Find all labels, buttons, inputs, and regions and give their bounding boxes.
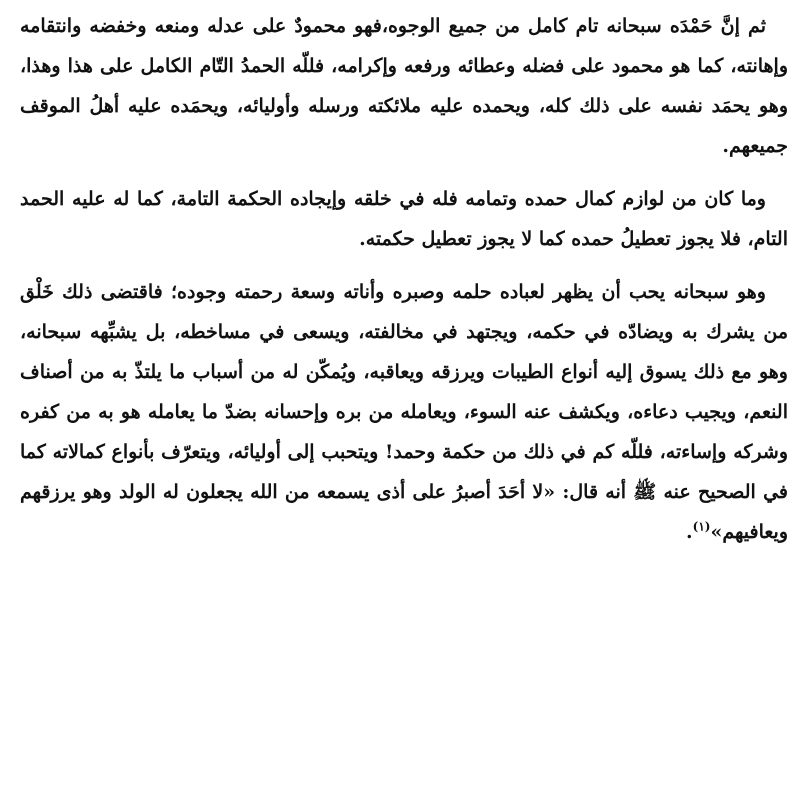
paragraph-3-text: وهو سبحانه يحب أن يظهر لعباده حلمه وصبره وأناته وسعة رحمته وجوده؛ فاقتضى ذلك خَلْق من يشرك به ويضادّه في حكمه، ويجتهد في مخالفته، ويسعى في مساخطه، بل يشبِّهه سبحانه، وهو مع ذلك يسوق إليه أنواع الطيبات ويرزقه ويعاقبه، ويُمكّن له من أسباب ما يلتذّ به من أصناف النعم، ويجيب دعاءه، ويكشف عنه السوء، ويعامله من بره وإحسانه بضدّ ما يعامله هو به من كفره وشركه وإساءته، فللّه كم في ذلك من حكمة وحمد! ويتحبب إلى أوليائه، ويتعرّف بأنواع كمالاته كما في الصحيح عنه ﷺ أنه قال: «لا أحَدَ أصبرُ على أذى يسمعه من الله يجعلون له الولد وهو يرزقهم ويعافيهم» <box>20 281 788 543</box>
paragraph-2 <box>20 179 788 259</box>
paragraph-1-text: ثم إنَّ حَمْدَه سبحانه تام كامل من جميع الوجوه،فهو محمودٌ على عدله ومنعه وخفضه وانتقامه وإهانته، كما هو محمود على فضله وعطائه ورفعه وإكرامه، فللّه الحمدُ التّام الكامل على هذا وهذا، وهو يحمَد نفسه على ذلك كله، ويحمده عليه ملائكته ورسله وأوليائه، ويحمَده عليه أهلُ الموقف جميعهم. <box>20 15 788 157</box>
paragraph-3-end: . <box>686 521 693 543</box>
paragraph-3 <box>20 272 788 552</box>
paragraph-1 <box>20 6 788 166</box>
footnote-reference: (١) <box>692 519 711 534</box>
paragraph-gap <box>20 259 788 272</box>
paragraph-gap <box>20 166 788 179</box>
paragraph-2-text: وما كان من لوازم كمال حمده وتمامه فله في خلقه وإيجاده الحكمة التامة، كما له عليه الحمد التام، فلا يجوز تعطيلُ حمده كما لا يجوز تعطيل حكمته. <box>20 188 788 250</box>
